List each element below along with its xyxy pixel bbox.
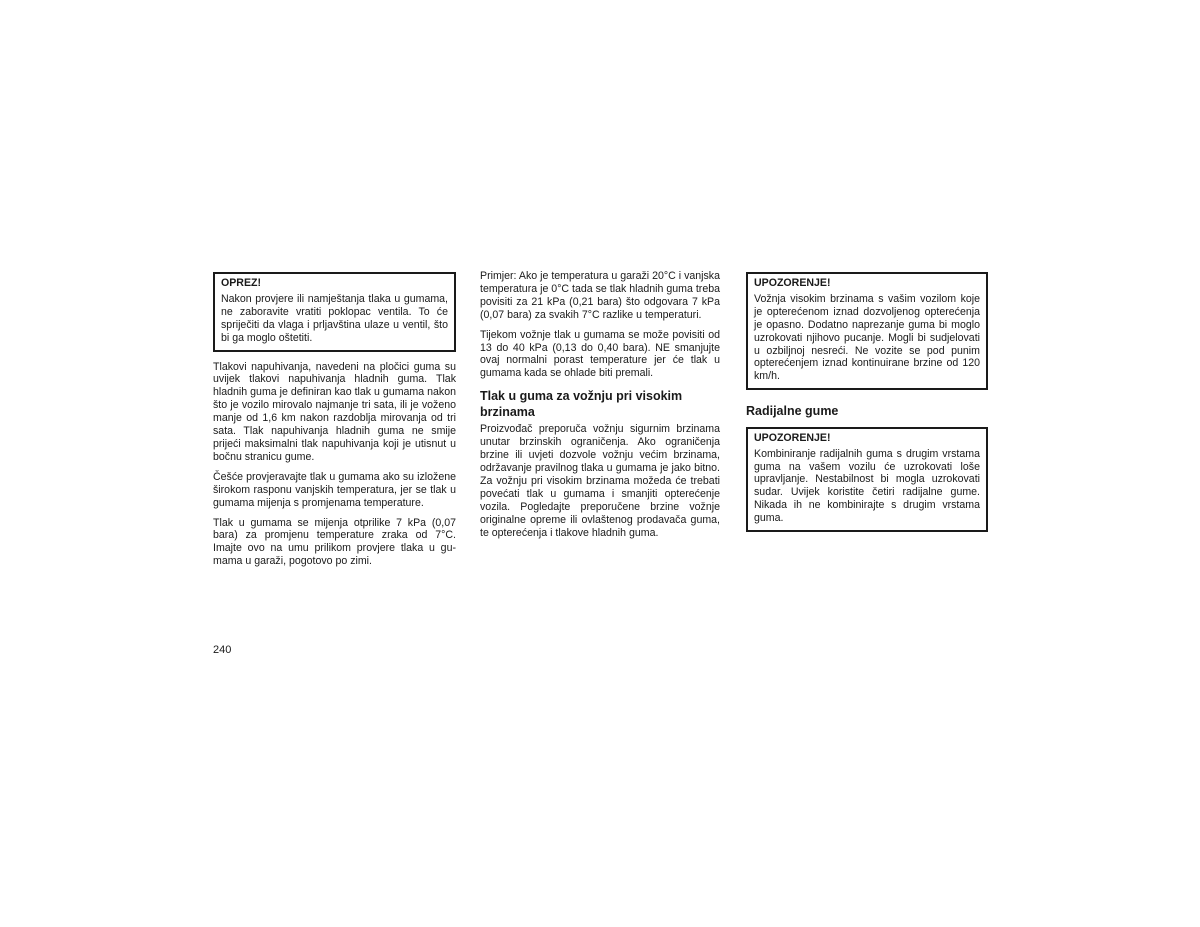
- paragraph-cold-tire-pressure: Tlakovi napuhivanja, navedeni na pločici guma su uvijek tlakovi napuhivanja hladnih guma. Tlak hladnih guma je definiran kao tlak u gumama nakon što je vozilo mirovalo najmanje tri sata, ili je voženo manje od 1,6 km nakon razdoblja mirovanja od tri sata. Tlak napuhivanja hladnih guma ne smije prijeći maksimalni tlak napuhivanja koji je utisnut u bočnu stranicu gume.: [213, 360, 456, 463]
- warning-text: Kombiniranje radijalnih guma s drugim vrstama guma na vašem vozilu će uzrokovati loše upravljanje. Nestabilnost bi mogla uzrokovati sudar. Uvijek koristite četiri radijalne gume. Nikada ih ne kombinirajte s drugim vrstama guma.: [754, 447, 980, 525]
- warning-box-high-speed: [746, 272, 988, 390]
- caution-box: [213, 272, 456, 352]
- section-heading-high-speed: Tlak u guma za vožnju pri visokim brzinama: [480, 389, 683, 419]
- paragraph-driving-rise: Tijekom vožnje tlak u gumama se može povisiti od 13 do 40 kPa (0,13 do 0,40 bara). NE smanjujte ovaj normalni porast temperature jer će tlak u gumama kada se ohlade biti premali.: [480, 328, 720, 380]
- warning-text: Vožnja visokim brzinama s vašim vozilom koje je opterećenom iznad dozvoljenog opterećenja je opasno. Dodatno naprezanje guma bi moglo uzrokovati njihovo pucanje. Mogli bi sudjelovati u ozbiljnoj nesreći. Ne vozite se pod punim opterećenjem iznad kontinuirane brzine od 120 km/h.: [754, 292, 980, 383]
- warning-box-radial: [746, 427, 988, 532]
- section-heading-radial: Radijalne gume: [746, 404, 839, 419]
- paragraph-high-speed: Proizvođač preporuča vožnju sigurnim brzinama unutar brzinskih ograničenja. Ako ograničenja brzine ili uvjeti dozvole vožnju većim brzinama, održavanje pravilnog tlaka u gumama je jako bitno. Za vožnju pri visokim brzinama možeda će trebati povećati tlak u gumama i smanjiti opterećenje vozila. Pogledajte preporučene brzine vožnje originalne opreme ili ovlaštenog prodavača guma, te opterećenja i tlakove hladnih guma.: [480, 423, 720, 539]
- caution-title: OPREZ!: [221, 277, 262, 289]
- paragraph-check-frequency: Češće provjeravajte tlak u gumama ako su izložene širokom rasponu vanjskih temperatura, jer se tlak u gumama mijenja s promjenama temperature.: [213, 470, 456, 509]
- paragraph-example: Primjer: Ako je temperatura u garaži 20°C i vanjska temperatura je 0°C tada se tlak hladnih guma treba povisiti za 21 kPa (0,21 bara) što odgovara 7 kPa (0,07 bara) za svakih 7°C razlike u temperaturi.: [480, 270, 720, 321]
- column-left: [213, 272, 456, 575]
- paragraph-pressure-change: Tlak u gumama se mijenja otprilike 7 kPa (0,07 bara) za promjenu temperature zraka od 7°C. Imajte ovo na umu prilikom provjere tlaka u gumama u garaži, pogotovo po zimi.: [213, 516, 456, 568]
- column-middle: [480, 270, 720, 546]
- warning-title: UPOZORENJE!: [754, 431, 831, 444]
- column-right: [746, 272, 988, 541]
- warning-title: UPOZORENJE!: [754, 277, 831, 289]
- page-number: 240: [213, 644, 232, 656]
- caution-text: Nakon provjere ili namještanja tlaka u gumama, ne zaboravite vratiti poklopac ventila. To će spriječiti da vlaga i prljavština ulaze u ventil, što bi ga moglo oštetiti.: [221, 292, 448, 344]
